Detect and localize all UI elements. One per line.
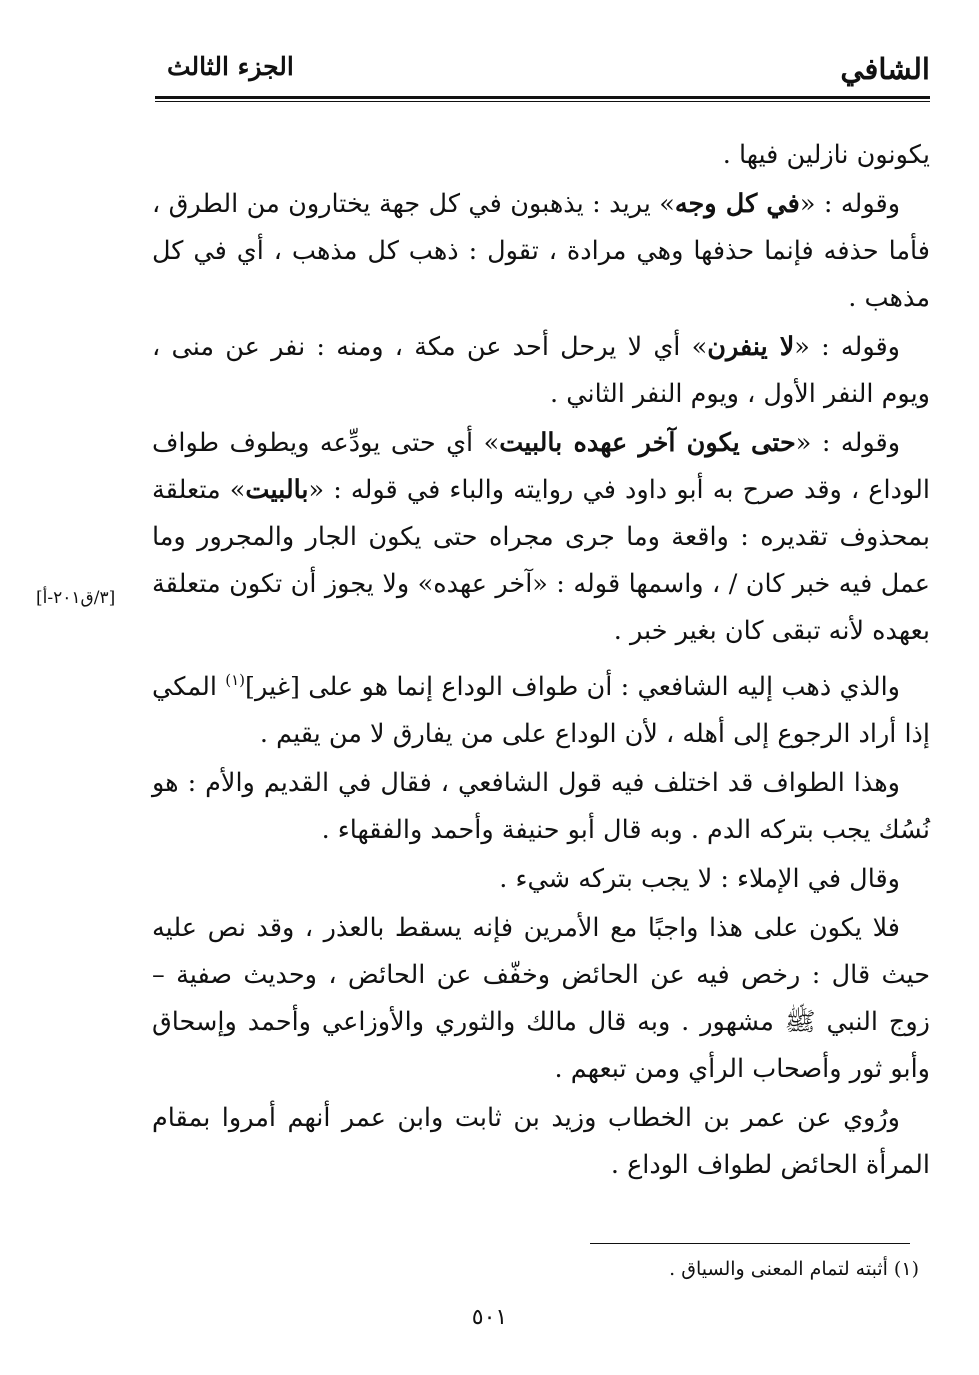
paragraph: فلا يكون على هذا واجبًا مع الأمرين فإنه يسقط بالعذر ، وقد نص عليه حيث قال : رخص فيه عن الحائض وخفّف عن الحائض ، وحديث صفية – زوج النبي ﷺ مشهور . وبه قال مالك والثوري والأوزاعي وأحمد وإسحاق وأبو ثور وأصحاب الرأي ومن تبعهم . <box>152 913 930 1084</box>
paragraph: يكونون نازلين فيها . <box>722 140 930 170</box>
part-title: الجزء الثالث <box>167 52 294 81</box>
paragraph: وقوله : «لا ينفرن» أي لا يرحل أحد عن مكة ، ومنه : نفر عن منى ، ويوم النفر الأول ، ويوم النفر الثاني . <box>152 332 930 409</box>
quoted-phrase: بالبيت <box>245 475 309 505</box>
paragraph: وقوله : «في كل وجه» يريد : يذهبون في كل جهة يختارون من الطرق ، فأما حذفه فإنما حذفها وهي مرادة ، تقول : ذهب كل مذهب ، أي في كل مذهب . <box>152 189 930 313</box>
paragraph: وقال في الإملاء : لا يجب بتركه شيء . <box>499 864 900 894</box>
paragraph: وقوله : «حتى يكون آخر عهده بالبيت» أي حتى يودِّعه ويطوف طواف الوداع ، وقد صرح به أبو داود في روايته والباء في قوله : «بالبيت» متعلقة بمحذوف تقديره : واقعة وما جرى مجراه حتى يكون الجار والمجرور وما عمل فيه خبر كان / ، واسمها قوله : «آخر عهده» ولا يجوز أن تكون متعلقة بعهده لأنه تبقى كان بغير خبر . <box>152 428 930 646</box>
paragraph: والذي ذهب إليه الشافعي : أن طواف الوداع إنما هو على [غير]$^{(١)}$ المكي إذا أراد الرجوع إلى أهله ، لأن الوداع على من يفارق لا من يقيم . <box>152 671 930 749</box>
paragraph: ورُوي عن عمر بن الخطاب وزيد بن ثابت وابن عمر أنهم أمروا بمقام المرأة الحائض لطواف الوداع . <box>152 1103 930 1180</box>
footnote-rule <box>590 1243 910 1244</box>
quoted-phrase: حتى يكون آخر عهده بالبيت <box>499 428 796 458</box>
header-rule-thick <box>155 96 930 99</box>
header-rule-thin <box>155 101 930 102</box>
page-number: ٥٠١ <box>471 1305 508 1330</box>
footnote-marker: (١) <box>225 671 245 689</box>
paragraph: وهذا الطواف قد اختلف فيه قول الشافعي ، فقال في القديم والأم : هو نُسُك يجب بتركه الدم . وبه قال أبو حنيفة وأحمد والفقهاء . <box>152 768 930 845</box>
running-header <box>155 52 930 100</box>
quoted-phrase: لا ينفرن <box>707 332 795 362</box>
footnote: (١) أثبته لتمام المعنى والسياق . <box>669 1258 919 1280</box>
body-text <box>152 132 930 1189</box>
book-title: الشافي <box>840 52 930 86</box>
quoted-phrase: في كل وجه <box>674 189 800 219</box>
marginal-manuscript-note: [٣/ق٢٠١-أ] <box>36 588 116 608</box>
